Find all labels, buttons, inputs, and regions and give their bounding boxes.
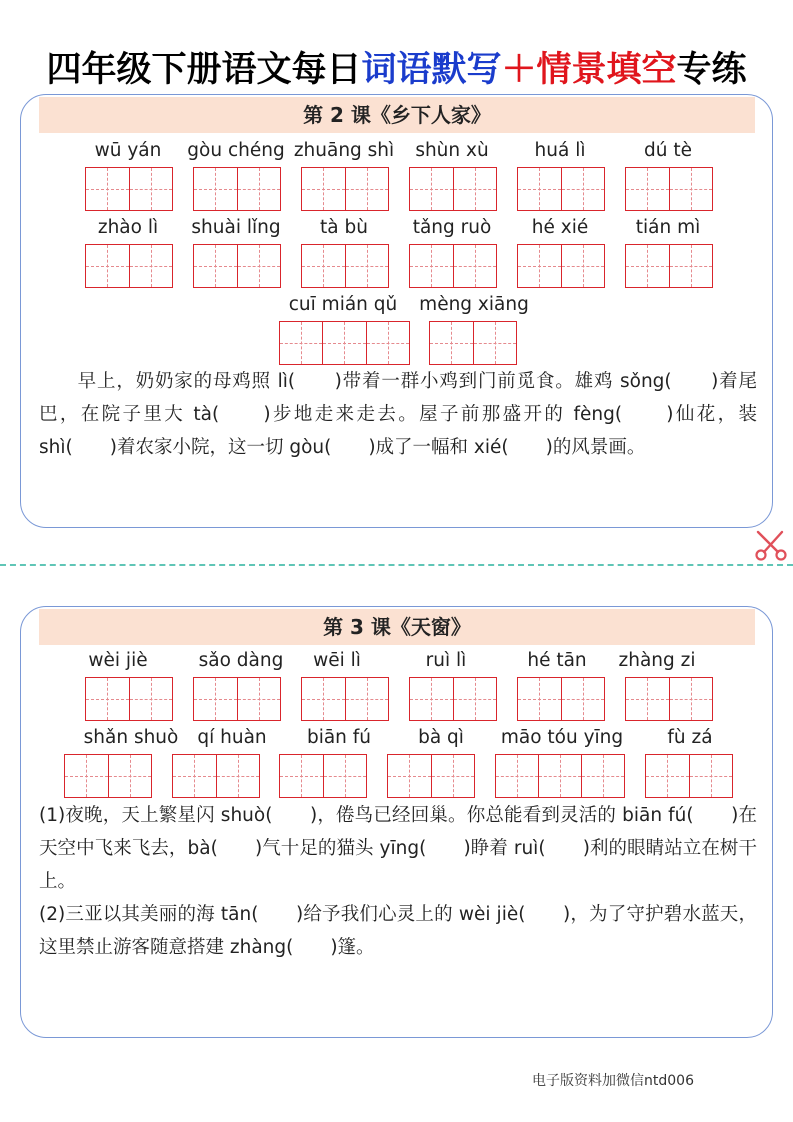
pinyin-label: shùn xù xyxy=(415,140,489,161)
title-part-3: ＋ xyxy=(501,50,537,90)
title-part-1: 四年级下册语文每日 xyxy=(46,50,362,90)
lesson-2-title: 第 2 课《乡下人家》 xyxy=(39,97,755,133)
pinyin-label: qí huàn xyxy=(197,727,267,748)
pinyin-label: shǎn shuò xyxy=(83,727,179,748)
title-part-4: 情景填空 xyxy=(536,50,677,90)
footer-note: 电子版资料加微信ntd006 xyxy=(532,1073,694,1089)
writing-grid[interactable] xyxy=(409,677,497,721)
lesson-3-pinyin-row-2 xyxy=(21,727,772,751)
pinyin-label: mèng xiāng xyxy=(419,294,529,315)
writing-grid[interactable] xyxy=(279,754,367,798)
pinyin-label: māo tóu yīng xyxy=(500,727,624,748)
writing-grid[interactable] xyxy=(517,167,605,211)
writing-grid[interactable] xyxy=(64,754,152,798)
pinyin-label: biān fú xyxy=(306,727,372,748)
pinyin-label: wèi jiè xyxy=(88,650,148,671)
lesson-2-card xyxy=(20,94,773,528)
lesson-2-grid-row-3 xyxy=(21,321,772,365)
pinyin-label: tà bù xyxy=(320,217,368,238)
pinyin-label: wū yán xyxy=(94,140,162,161)
writing-grid[interactable] xyxy=(301,677,389,721)
pinyin-label: huá lì xyxy=(534,140,586,161)
pinyin-label: ruì lì xyxy=(425,650,467,671)
title-part-2: 词语默写 xyxy=(361,50,502,90)
lesson-2-pinyin-row-1 xyxy=(21,140,772,164)
lesson-3-pinyin-row-1 xyxy=(21,650,772,674)
title-part-5: 专练 xyxy=(676,50,747,90)
writing-grid[interactable] xyxy=(193,167,281,211)
writing-grid[interactable] xyxy=(301,167,389,211)
page-title xyxy=(0,42,793,92)
pinyin-label: wēi lì xyxy=(313,650,361,671)
writing-grid[interactable] xyxy=(495,754,625,798)
writing-grid[interactable] xyxy=(172,754,260,798)
writing-grid[interactable] xyxy=(625,244,713,288)
writing-grid[interactable] xyxy=(517,244,605,288)
writing-grid[interactable] xyxy=(429,321,517,365)
writing-grid[interactable] xyxy=(85,244,173,288)
pinyin-label: dú tè xyxy=(644,140,692,161)
lesson-2-fill-in-paragraph: 早上，奶奶家的母鸡照 lì( )带着一群小鸡到门前觅食。雄鸡 sǒng( )着尾巴，在院子里大 tà( )步地走来走去。屋子前那盛开的 fèng( )仙花，装 shì( )着农家小院，这一切 gòu( )成了一幅和 xié( )的风景画。 xyxy=(39,371,757,458)
scissors-icon xyxy=(752,528,790,562)
lesson-3-grid-row-2 xyxy=(21,754,772,798)
pinyin-label: tǎng ruò xyxy=(412,217,492,238)
lesson-2-grid-row-2 xyxy=(21,244,772,288)
lesson-2-pinyin-row-2 xyxy=(21,217,772,241)
writing-grid[interactable] xyxy=(85,167,173,211)
lesson-3-fill-in-item-2: (2)三亚以其美丽的海 tān( )给予我们心灵上的 wèi jiè( )，为了守护碧水蓝天，这里禁止游客随意搭建 zhàng( )篷。 xyxy=(39,904,757,958)
writing-grid[interactable] xyxy=(517,677,605,721)
writing-grid[interactable] xyxy=(193,677,281,721)
lesson-3-card xyxy=(20,606,773,1038)
writing-grid[interactable] xyxy=(387,754,475,798)
pinyin-label: bà qì xyxy=(418,727,464,748)
pinyin-label: gòu chéng xyxy=(187,140,285,161)
pinyin-label: fù zá xyxy=(667,727,713,748)
pinyin-label: hé xié xyxy=(531,217,589,238)
writing-grid[interactable] xyxy=(279,321,410,365)
pinyin-label: cuī mián qǔ xyxy=(288,294,398,315)
cut-line xyxy=(0,564,793,566)
pinyin-label: zhào lì xyxy=(97,217,159,238)
writing-grid[interactable] xyxy=(85,677,173,721)
pinyin-label: shuài lǐng xyxy=(191,217,281,238)
writing-grid[interactable] xyxy=(409,244,497,288)
writing-grid[interactable] xyxy=(625,677,713,721)
writing-grid[interactable] xyxy=(409,167,497,211)
pinyin-label: hé tān xyxy=(527,650,587,671)
lesson-3-title: 第 3 课《天窗》 xyxy=(39,609,755,645)
writing-grid[interactable] xyxy=(625,167,713,211)
pinyin-label: zhàng zi xyxy=(618,650,696,671)
writing-grid[interactable] xyxy=(645,754,733,798)
lesson-3-grid-row-1 xyxy=(21,677,772,721)
pinyin-label: tián mì xyxy=(635,217,701,238)
writing-grid[interactable] xyxy=(301,244,389,288)
pinyin-label: sǎo dàng xyxy=(198,650,284,671)
lesson-2-pinyin-row-3 xyxy=(21,294,772,318)
pinyin-label: zhuāng shì xyxy=(293,140,395,161)
lesson-3-fill-in-item-1: (1)夜晚，天上繁星闪 shuò( )，倦鸟已经回巢。你总能看到灵活的 biān fú( )在天空中飞来飞去，bà( )气十足的猫头 yīng( )睁着 ruì( )利的眼睛站立在树干上。 xyxy=(39,805,757,892)
lesson-2-grid-row-1 xyxy=(21,167,772,211)
writing-grid[interactable] xyxy=(193,244,281,288)
